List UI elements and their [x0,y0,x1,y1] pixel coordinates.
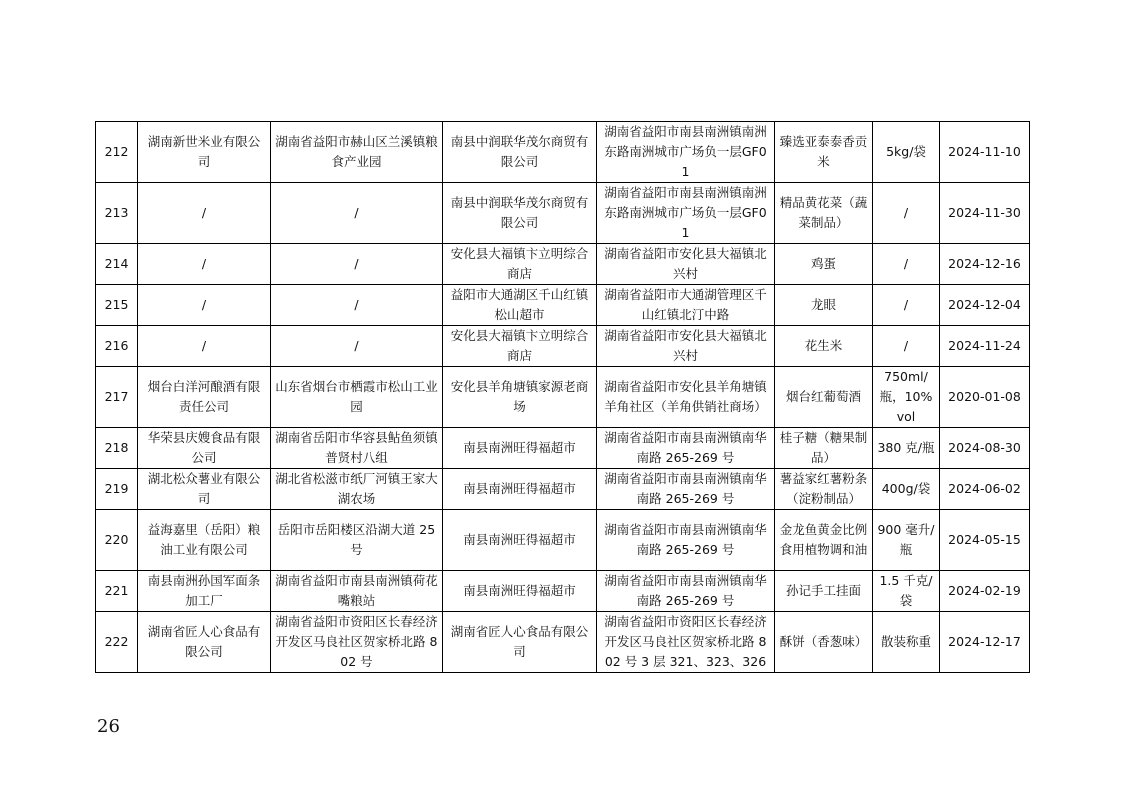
seller-address-cell: 湖南省益阳市安化县羊角塘镇羊角社区（羊角供销社商场） [597,367,775,428]
table-row [96,469,1030,510]
production-date-cell: 2020-01-08 [940,367,1030,428]
producer-address-cell: 山东省烟台市栖霞市松山工业园 [271,367,443,428]
product-name-cell: 鸡蛋 [775,244,873,285]
specification-cell: / [873,244,940,285]
row-number-cell: 212 [96,122,138,183]
producer-address-cell: / [271,285,443,326]
seller-name-cell: 安化县大福镇卞立明综合商店 [443,326,597,367]
producer-address-cell: 岳阳市岳阳楼区沿湖大道 25 号 [271,510,443,571]
row-number-cell: 218 [96,428,138,469]
product-name-cell: 酥饼（香葱味） [775,612,873,673]
producer-address-cell: 湖南省益阳市南县南洲镇荷花嘴粮站 [271,571,443,612]
row-number-cell: 221 [96,571,138,612]
seller-name-cell: 南县南洲旺得福超市 [443,428,597,469]
seller-address-cell: 湖南省益阳市南县南洲镇南洲东路南洲城市广场负一层GF01 [597,183,775,244]
product-name-cell: 孙记手工挂面 [775,571,873,612]
producer-name-cell: 益海嘉里（岳阳）粮油工业有限公司 [138,510,271,571]
seller-address-cell: 湖南省益阳市南县南洲镇南洲东路南洲城市广场负一层GF01 [597,122,775,183]
producer-name-cell: / [138,244,271,285]
specification-cell: 散装称重 [873,612,940,673]
table-body [96,122,1030,673]
seller-address-cell: 湖南省益阳市南县南洲镇南华南路 265-269 号 [597,469,775,510]
production-date-cell: 2024-12-17 [940,612,1030,673]
specification-cell: / [873,183,940,244]
product-name-cell: 薯益家红薯粉条（淀粉制品） [775,469,873,510]
seller-address-cell: 湖南省益阳市南县南洲镇南华南路 265-269 号 [597,428,775,469]
specification-cell: 750ml/瓶，10%vol [873,367,940,428]
page-number: 26 [97,716,120,737]
product-name-cell: 桂子糖（糖果制品） [775,428,873,469]
seller-name-cell: 南县南洲旺得福超市 [443,571,597,612]
producer-address-cell: / [271,326,443,367]
seller-address-cell: 湖南省益阳市安化县大福镇北兴村 [597,244,775,285]
producer-name-cell: 南县南洲孙国军面条加工厂 [138,571,271,612]
seller-name-cell: 南县南洲旺得福超市 [443,510,597,571]
seller-name-cell: 安化县羊角塘镇家源老商场 [443,367,597,428]
seller-name-cell: 南县南洲旺得福超市 [443,469,597,510]
table-row [96,510,1030,571]
seller-name-cell: 益阳市大通湖区千山红镇松山超市 [443,285,597,326]
producer-address-cell: / [271,244,443,285]
row-number-cell: 215 [96,285,138,326]
product-name-cell: 龙眼 [775,285,873,326]
product-name-cell: 花生米 [775,326,873,367]
producer-address-cell: 湖南省益阳市赫山区兰溪镇粮食产业园 [271,122,443,183]
table-row [96,244,1030,285]
seller-address-cell: 湖南省益阳市资阳区长春经济开发区马良社区贺家桥北路 802 号 3 层 321、323、326 [597,612,775,673]
product-name-cell: 臻选亚泰泰香贡米 [775,122,873,183]
producer-address-cell: 湖北省松滋市纸厂河镇王家大湖农场 [271,469,443,510]
production-date-cell: 2024-11-10 [940,122,1030,183]
production-date-cell: 2024-11-30 [940,183,1030,244]
specification-cell: 1.5 千克/袋 [873,571,940,612]
production-date-cell: 2024-11-24 [940,326,1030,367]
seller-name-cell: 南县中润联华茂尔商贸有限公司 [443,122,597,183]
production-date-cell: 2024-08-30 [940,428,1030,469]
specification-cell: 5kg/袋 [873,122,940,183]
sampling-table [95,121,1030,673]
producer-address-cell: / [271,183,443,244]
producer-name-cell: 湖南省匠人心食品有限公司 [138,612,271,673]
production-date-cell: 2024-06-02 [940,469,1030,510]
row-number-cell: 213 [96,183,138,244]
row-number-cell: 214 [96,244,138,285]
row-number-cell: 220 [96,510,138,571]
table-row [96,326,1030,367]
row-number-cell: 217 [96,367,138,428]
table-row [96,612,1030,673]
specification-cell: 380 克/瓶 [873,428,940,469]
seller-name-cell: 南县中润联华茂尔商贸有限公司 [443,183,597,244]
producer-name-cell: / [138,285,271,326]
seller-name-cell: 安化县大福镇卞立明综合商店 [443,244,597,285]
producer-name-cell: / [138,326,271,367]
table-row [96,285,1030,326]
product-name-cell: 金龙鱼黄金比例食用植物调和油 [775,510,873,571]
table-row [96,183,1030,244]
row-number-cell: 219 [96,469,138,510]
production-date-cell: 2024-05-15 [940,510,1030,571]
specification-cell: / [873,326,940,367]
producer-name-cell: 华荣县庆嫂食品有限公司 [138,428,271,469]
seller-name-cell: 湖南省匠人心食品有限公司 [443,612,597,673]
production-date-cell: 2024-12-04 [940,285,1030,326]
table-row [96,122,1030,183]
row-number-cell: 222 [96,612,138,673]
producer-address-cell: 湖南省益阳市资阳区长春经济开发区马良社区贺家桥北路 802 号 [271,612,443,673]
seller-address-cell: 湖南省益阳市安化县大福镇北兴村 [597,326,775,367]
producer-address-cell: 湖南省岳阳市华容县鲇鱼须镇普贤村八组 [271,428,443,469]
table-row [96,428,1030,469]
product-name-cell: 烟台红葡萄酒 [775,367,873,428]
producer-name-cell: 湖北松众薯业有限公司 [138,469,271,510]
product-name-cell: 精品黄花菜（蔬菜制品） [775,183,873,244]
table-row [96,571,1030,612]
producer-name-cell: 湖南新世米业有限公司 [138,122,271,183]
row-number-cell: 216 [96,326,138,367]
table-row [96,367,1030,428]
specification-cell: 900 毫升/瓶 [873,510,940,571]
seller-address-cell: 湖南省益阳市南县南洲镇南华南路 265-269 号 [597,571,775,612]
seller-address-cell: 湖南省益阳市大通湖管理区千山红镇北汀中路 [597,285,775,326]
seller-address-cell: 湖南省益阳市南县南洲镇南华南路 265-269 号 [597,510,775,571]
producer-name-cell: 烟台白洋河酿酒有限责任公司 [138,367,271,428]
producer-name-cell: / [138,183,271,244]
specification-cell: 400g/袋 [873,469,940,510]
production-date-cell: 2024-02-19 [940,571,1030,612]
specification-cell: / [873,285,940,326]
production-date-cell: 2024-12-16 [940,244,1030,285]
